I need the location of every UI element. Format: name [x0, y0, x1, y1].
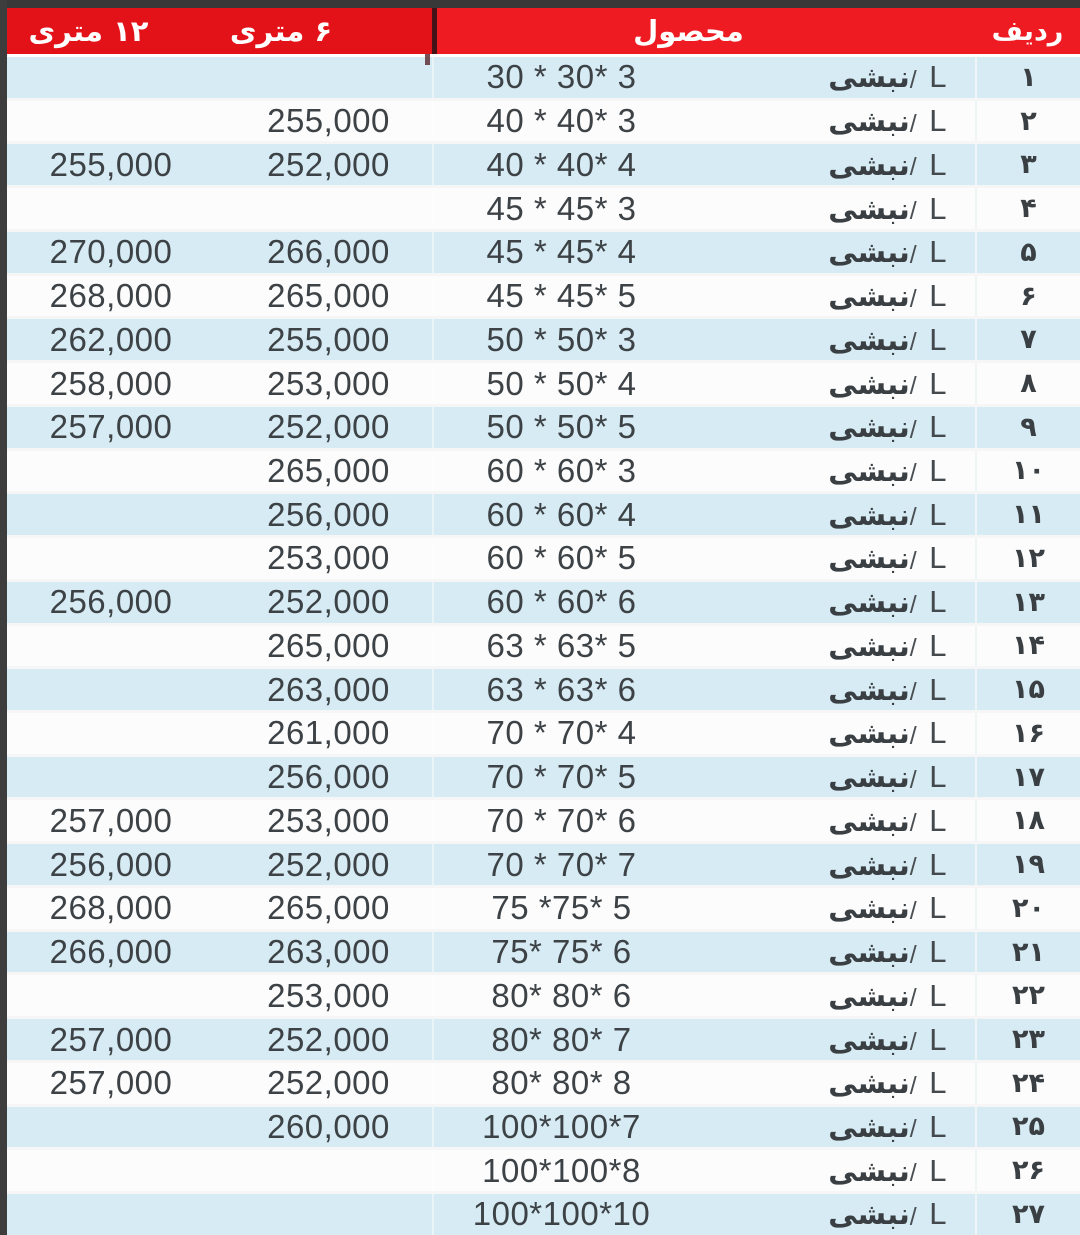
- slash-glyph: /: [909, 328, 918, 357]
- product-symbol: [910, 234, 947, 270]
- slash-glyph: /: [909, 1071, 918, 1100]
- product-cell: [432, 363, 975, 404]
- product-symbol: [910, 540, 947, 576]
- slash-glyph: /: [909, 1159, 918, 1188]
- row-number-cell: ۸: [975, 363, 1080, 404]
- price-12m-cell: 258,000: [49, 364, 173, 402]
- l-letter: L: [929, 934, 947, 970]
- product-name: نبشی: [828, 410, 910, 445]
- product-symbol: [910, 978, 947, 1014]
- price-12m-cell: 266,000: [49, 933, 173, 971]
- product-symbol: [910, 497, 947, 533]
- slash-glyph: /: [909, 634, 918, 663]
- table-row: [7, 623, 1080, 667]
- price-12m-cell: 257,000: [49, 1020, 173, 1058]
- product-size: 60 * 60* 5: [486, 539, 637, 577]
- product-size: 70 * 70* 5: [486, 758, 637, 796]
- product-name: نبشی: [828, 191, 910, 226]
- price-12m-cell: 270,000: [49, 233, 173, 271]
- product-name: نبشی: [828, 1109, 910, 1144]
- price-6m-cell: 255,000: [267, 320, 390, 358]
- row-number-cell: ۱۴: [975, 626, 1080, 667]
- price-12m-cell: [7, 188, 215, 229]
- l-letter: L: [929, 802, 947, 838]
- product-name: نبشی: [828, 1022, 910, 1057]
- price-6m-cell: 252,000: [267, 408, 390, 446]
- product-size: 100*100*10: [472, 1195, 651, 1233]
- row-number-cell: ۲۰: [975, 888, 1080, 929]
- price-6m-cell: 252,000: [267, 1020, 390, 1058]
- l-letter: L: [929, 278, 947, 314]
- row-number-cell: ۲۶: [975, 1150, 1080, 1191]
- product-name: نبشی: [828, 978, 910, 1013]
- product-symbol: [910, 1153, 947, 1189]
- product-cell: [432, 101, 975, 142]
- l-letter: L: [929, 890, 947, 926]
- table-row: [7, 98, 1080, 142]
- scan-edge-left: [0, 0, 7, 1235]
- product-cell: [432, 538, 975, 579]
- table-row: [7, 666, 1080, 710]
- product-symbol: [910, 59, 947, 95]
- header-product: محصول: [432, 8, 975, 54]
- product-size: 80* 80* 6: [491, 976, 632, 1014]
- price-6m-cell: 253,000: [267, 976, 390, 1014]
- table-header-row: [7, 8, 1080, 57]
- l-letter: L: [929, 146, 947, 182]
- slash-glyph: /: [909, 721, 918, 750]
- l-letter: L: [929, 977, 947, 1013]
- row-number-cell: ۲: [975, 101, 1080, 142]
- product-cell: [432, 975, 975, 1016]
- l-letter: L: [929, 103, 947, 139]
- row-number-cell: ۲۷: [975, 1194, 1080, 1235]
- table-row: [7, 316, 1080, 360]
- row-number-cell: ۱۶: [975, 713, 1080, 754]
- slash-glyph: /: [909, 1202, 918, 1231]
- product-symbol: [910, 322, 947, 358]
- product-name: نبشی: [828, 585, 910, 620]
- header-row-number: ردیف: [975, 8, 1080, 54]
- table-row: [7, 185, 1080, 229]
- product-name: نبشی: [828, 147, 910, 182]
- price-12m-cell: 268,000: [49, 889, 173, 927]
- l-letter: L: [929, 1108, 947, 1144]
- product-size: 30 * 30* 3: [486, 58, 637, 96]
- product-symbol: [910, 1022, 947, 1058]
- product-name: نبشی: [828, 366, 910, 401]
- row-number-cell: ۱۷: [975, 757, 1080, 798]
- product-cell: [432, 188, 975, 229]
- table-row: [7, 710, 1080, 754]
- product-cell: [432, 1107, 975, 1148]
- product-cell: [432, 1019, 975, 1060]
- slash-glyph: /: [909, 678, 918, 707]
- price-12m-cell: [7, 1194, 215, 1235]
- slash-glyph: /: [909, 65, 918, 94]
- product-name: نبشی: [828, 1066, 910, 1101]
- product-cell: [432, 932, 975, 973]
- table-row: [7, 535, 1080, 579]
- l-letter: L: [929, 59, 947, 95]
- table-body: [7, 57, 1080, 1235]
- price-6m-cell: 265,000: [267, 626, 390, 664]
- product-cell: [432, 319, 975, 360]
- price-12m-cell: [7, 757, 215, 798]
- row-number-cell: ۱۵: [975, 669, 1080, 710]
- price-12m-cell: 256,000: [49, 845, 173, 883]
- product-symbol: [910, 409, 947, 445]
- product-name: نبشی: [828, 760, 910, 795]
- l-letter: L: [929, 627, 947, 663]
- product-cell: [432, 713, 975, 754]
- price-6m-cell: 253,000: [267, 801, 390, 839]
- slash-glyph: /: [909, 853, 918, 882]
- product-name: نبشی: [828, 891, 910, 926]
- table-row: [7, 141, 1080, 185]
- l-letter: L: [929, 759, 947, 795]
- product-size: 50 * 50* 4: [486, 364, 637, 402]
- header-6-meter: ۶ متری: [215, 8, 432, 54]
- price-12m-cell: 255,000: [49, 145, 173, 183]
- table-row: [7, 404, 1080, 448]
- product-symbol: [910, 759, 947, 795]
- price-6m-cell: 256,000: [267, 495, 390, 533]
- table-row: [7, 972, 1080, 1016]
- l-letter: L: [929, 234, 947, 270]
- scan-edge-top: [0, 0, 1080, 8]
- slash-glyph: /: [909, 896, 918, 925]
- slash-glyph: /: [909, 1028, 918, 1057]
- product-name: نبشی: [828, 847, 910, 882]
- slash-glyph: /: [909, 284, 918, 313]
- table-row: [7, 229, 1080, 273]
- row-number-cell: ۲۱: [975, 932, 1080, 973]
- product-size: 80* 80* 7: [491, 1020, 632, 1058]
- product-cell: [432, 494, 975, 535]
- product-name: نبشی: [828, 279, 910, 314]
- product-name: نبشی: [828, 235, 910, 270]
- price-12m-cell: [7, 1107, 215, 1148]
- product-symbol: [910, 715, 947, 751]
- table-row: [7, 491, 1080, 535]
- l-letter: L: [929, 1152, 947, 1188]
- row-number-cell: ۲۳: [975, 1019, 1080, 1060]
- price-6m-cell: 263,000: [267, 933, 390, 971]
- product-size: 45 * 45* 4: [486, 233, 637, 271]
- price-6m-cell: 265,000: [267, 451, 390, 489]
- slash-glyph: /: [909, 984, 918, 1013]
- table-row: [7, 1147, 1080, 1191]
- l-letter: L: [929, 715, 947, 751]
- product-symbol: [910, 1109, 947, 1145]
- product-size: 60 * 60* 6: [486, 583, 637, 621]
- product-symbol: [910, 191, 947, 227]
- price-12m-cell: [7, 975, 215, 1016]
- row-number-cell: ۱۲: [975, 538, 1080, 579]
- slash-glyph: /: [909, 503, 918, 532]
- price-12m-cell: 262,000: [49, 320, 173, 358]
- product-size: 63 * 63* 6: [486, 670, 637, 708]
- product-symbol: [910, 103, 947, 139]
- slash-glyph: /: [909, 372, 918, 400]
- product-name: نبشی: [828, 628, 910, 663]
- product-symbol: [910, 278, 947, 314]
- table-row: [7, 841, 1080, 885]
- l-letter: L: [929, 1196, 947, 1232]
- row-number-cell: ۵: [975, 232, 1080, 273]
- product-name: نبشی: [828, 1197, 910, 1232]
- product-symbol: [910, 672, 947, 708]
- price-6m-cell: 266,000: [267, 233, 390, 271]
- price-12m-cell: [7, 101, 215, 142]
- price-12m-cell: [7, 669, 215, 710]
- row-number-cell: ۷: [975, 319, 1080, 360]
- price-6m-cell: 265,000: [267, 277, 390, 315]
- product-size: 63 * 63* 5: [486, 626, 637, 664]
- price-table: [7, 8, 1080, 1235]
- product-name: نبشی: [828, 803, 910, 838]
- l-letter: L: [929, 671, 947, 707]
- product-symbol: [910, 847, 947, 883]
- product-name: نبشی: [828, 104, 910, 139]
- table-row: [7, 1060, 1080, 1104]
- price-6m-cell: 261,000: [267, 714, 390, 752]
- slash-glyph: /: [909, 240, 918, 269]
- l-letter: L: [929, 496, 947, 532]
- product-size: 70 * 70* 7: [486, 845, 637, 883]
- price-12m-cell: 257,000: [49, 408, 173, 446]
- product-cell: [432, 451, 975, 492]
- product-symbol: [910, 803, 947, 839]
- slash-glyph: /: [909, 809, 918, 838]
- row-number-cell: ۴: [975, 188, 1080, 229]
- row-number-cell: ۱۸: [975, 800, 1080, 841]
- price-6m-cell: 253,000: [267, 539, 390, 577]
- product-size: 75 *75* 5: [491, 889, 632, 927]
- product-symbol: [910, 1196, 947, 1232]
- table-row: [7, 579, 1080, 623]
- product-cell: [432, 888, 975, 929]
- row-number-cell: ۲۴: [975, 1063, 1080, 1104]
- price-6m-cell: 252,000: [267, 583, 390, 621]
- product-cell: [432, 144, 975, 185]
- price-6m-cell: [215, 57, 432, 98]
- product-size: 50 * 50* 5: [486, 408, 637, 446]
- product-symbol: [910, 628, 947, 664]
- slash-glyph: /: [909, 1115, 918, 1144]
- product-cell: [432, 232, 975, 273]
- product-name: نبشی: [828, 716, 910, 751]
- product-cell: [432, 276, 975, 317]
- product-size: 100*100*8: [482, 1151, 641, 1189]
- slash-glyph: /: [909, 109, 918, 138]
- slash-glyph: /: [909, 459, 918, 488]
- price-6m-cell: 255,000: [267, 102, 390, 140]
- product-cell: [432, 407, 975, 448]
- l-letter: L: [929, 321, 947, 357]
- table-row: [7, 448, 1080, 492]
- table-row: [7, 885, 1080, 929]
- product-size: 70 * 70* 6: [486, 801, 637, 839]
- price-6m-cell: 260,000: [267, 1107, 390, 1145]
- table-row: [7, 754, 1080, 798]
- price-12m-cell: [7, 451, 215, 492]
- product-symbol: [910, 1065, 947, 1101]
- l-letter: L: [929, 584, 947, 620]
- l-letter: L: [929, 1021, 947, 1057]
- table-row: [7, 929, 1080, 973]
- row-number-cell: ۲۲: [975, 975, 1080, 1016]
- price-12m-cell: [7, 1150, 215, 1191]
- l-letter: L: [929, 540, 947, 576]
- product-size: 45 * 45* 5: [486, 277, 637, 315]
- slash-glyph: /: [909, 546, 918, 575]
- product-name: نبشی: [828, 60, 910, 95]
- price-6m-cell: 263,000: [267, 670, 390, 708]
- price-12m-cell: [7, 626, 215, 667]
- row-number-cell: ۲۵: [975, 1107, 1080, 1148]
- price-6m-cell: [215, 1150, 432, 1191]
- l-letter: L: [929, 409, 947, 445]
- product-name: نبشی: [828, 497, 910, 532]
- price-12m-cell: [7, 57, 215, 98]
- row-number-cell: ۳: [975, 144, 1080, 185]
- product-size: 40 * 40* 4: [486, 145, 637, 183]
- product-name: نبشی: [828, 322, 910, 357]
- l-letter: L: [929, 190, 947, 226]
- product-size: 100*100*7: [482, 1107, 641, 1145]
- row-number-cell: ۱۳: [975, 582, 1080, 623]
- product-cell: [432, 757, 975, 798]
- product-symbol: [910, 890, 947, 926]
- row-number-cell: ۱۱: [975, 494, 1080, 535]
- price-12m-cell: 256,000: [49, 583, 173, 621]
- price-6m-cell: 256,000: [267, 758, 390, 796]
- product-symbol: [910, 147, 947, 183]
- product-cell: [432, 626, 975, 667]
- slash-glyph: /: [909, 153, 918, 182]
- row-number-cell: ۱۰: [975, 451, 1080, 492]
- price-6m-cell: 252,000: [267, 145, 390, 183]
- price-12m-cell: 268,000: [49, 277, 173, 315]
- l-letter: L: [929, 846, 947, 882]
- product-size: 60 * 60* 4: [486, 495, 637, 533]
- product-size: 75* 75* 6: [491, 933, 632, 971]
- table-row: [7, 1016, 1080, 1060]
- l-letter: L: [929, 1065, 947, 1101]
- table-row: [7, 273, 1080, 317]
- product-name: نبشی: [828, 453, 910, 488]
- price-6m-cell: 253,000: [267, 364, 390, 402]
- product-cell: [432, 669, 975, 710]
- l-letter: L: [929, 452, 947, 488]
- product-cell: [432, 1150, 975, 1191]
- product-size: 60 * 60* 3: [486, 451, 637, 489]
- header-12-meter: ۱۲ متری: [7, 8, 215, 54]
- product-size: 70 * 70* 4: [486, 714, 637, 752]
- product-name: نبشی: [828, 935, 910, 970]
- row-number-cell: ۹: [975, 407, 1080, 448]
- product-cell: [432, 582, 975, 623]
- product-cell: [432, 57, 975, 98]
- row-number-cell: ۶: [975, 276, 1080, 317]
- table-row: [7, 797, 1080, 841]
- row-number-cell: ۱: [975, 57, 1080, 98]
- table-row: [7, 1191, 1080, 1235]
- product-size: 80* 80* 8: [491, 1064, 632, 1102]
- product-symbol: [910, 453, 947, 489]
- price-6m-cell: [215, 1194, 432, 1235]
- table-row: [7, 360, 1080, 404]
- price-12m-cell: [7, 713, 215, 754]
- slash-glyph: /: [909, 765, 918, 794]
- product-size: 50 * 50* 3: [486, 320, 637, 358]
- price-12m-cell: 257,000: [49, 1064, 173, 1102]
- product-cell: [432, 800, 975, 841]
- product-symbol: [910, 584, 947, 620]
- slash-glyph: /: [909, 590, 918, 619]
- product-name: نبشی: [828, 1153, 910, 1188]
- price-12m-cell: 257,000: [49, 801, 173, 839]
- price-6m-cell: 265,000: [267, 889, 390, 927]
- price-6m-cell: [215, 188, 432, 229]
- product-cell: [432, 1063, 975, 1104]
- price-6m-cell: 252,000: [267, 845, 390, 883]
- slash-glyph: /: [909, 415, 918, 444]
- product-symbol: [910, 934, 947, 970]
- product-size: 45 * 45* 3: [486, 189, 637, 227]
- price-12m-cell: [7, 494, 215, 535]
- slash-glyph: /: [909, 940, 918, 969]
- table-row: [7, 1104, 1080, 1148]
- product-name: نبشی: [828, 541, 910, 576]
- price-12m-cell: [7, 538, 215, 579]
- product-name: نبشی: [828, 672, 910, 707]
- scan-artifact-line: [425, 54, 430, 65]
- l-letter: L: [929, 365, 947, 401]
- product-size: 40 * 40* 3: [486, 102, 637, 140]
- price-6m-cell: 252,000: [267, 1064, 390, 1102]
- product-cell: [432, 844, 975, 885]
- product-symbol: [910, 366, 947, 402]
- product-cell: [432, 1194, 975, 1235]
- row-number-cell: ۱۹: [975, 844, 1080, 885]
- slash-glyph: /: [909, 197, 918, 226]
- table-row: [7, 57, 1080, 98]
